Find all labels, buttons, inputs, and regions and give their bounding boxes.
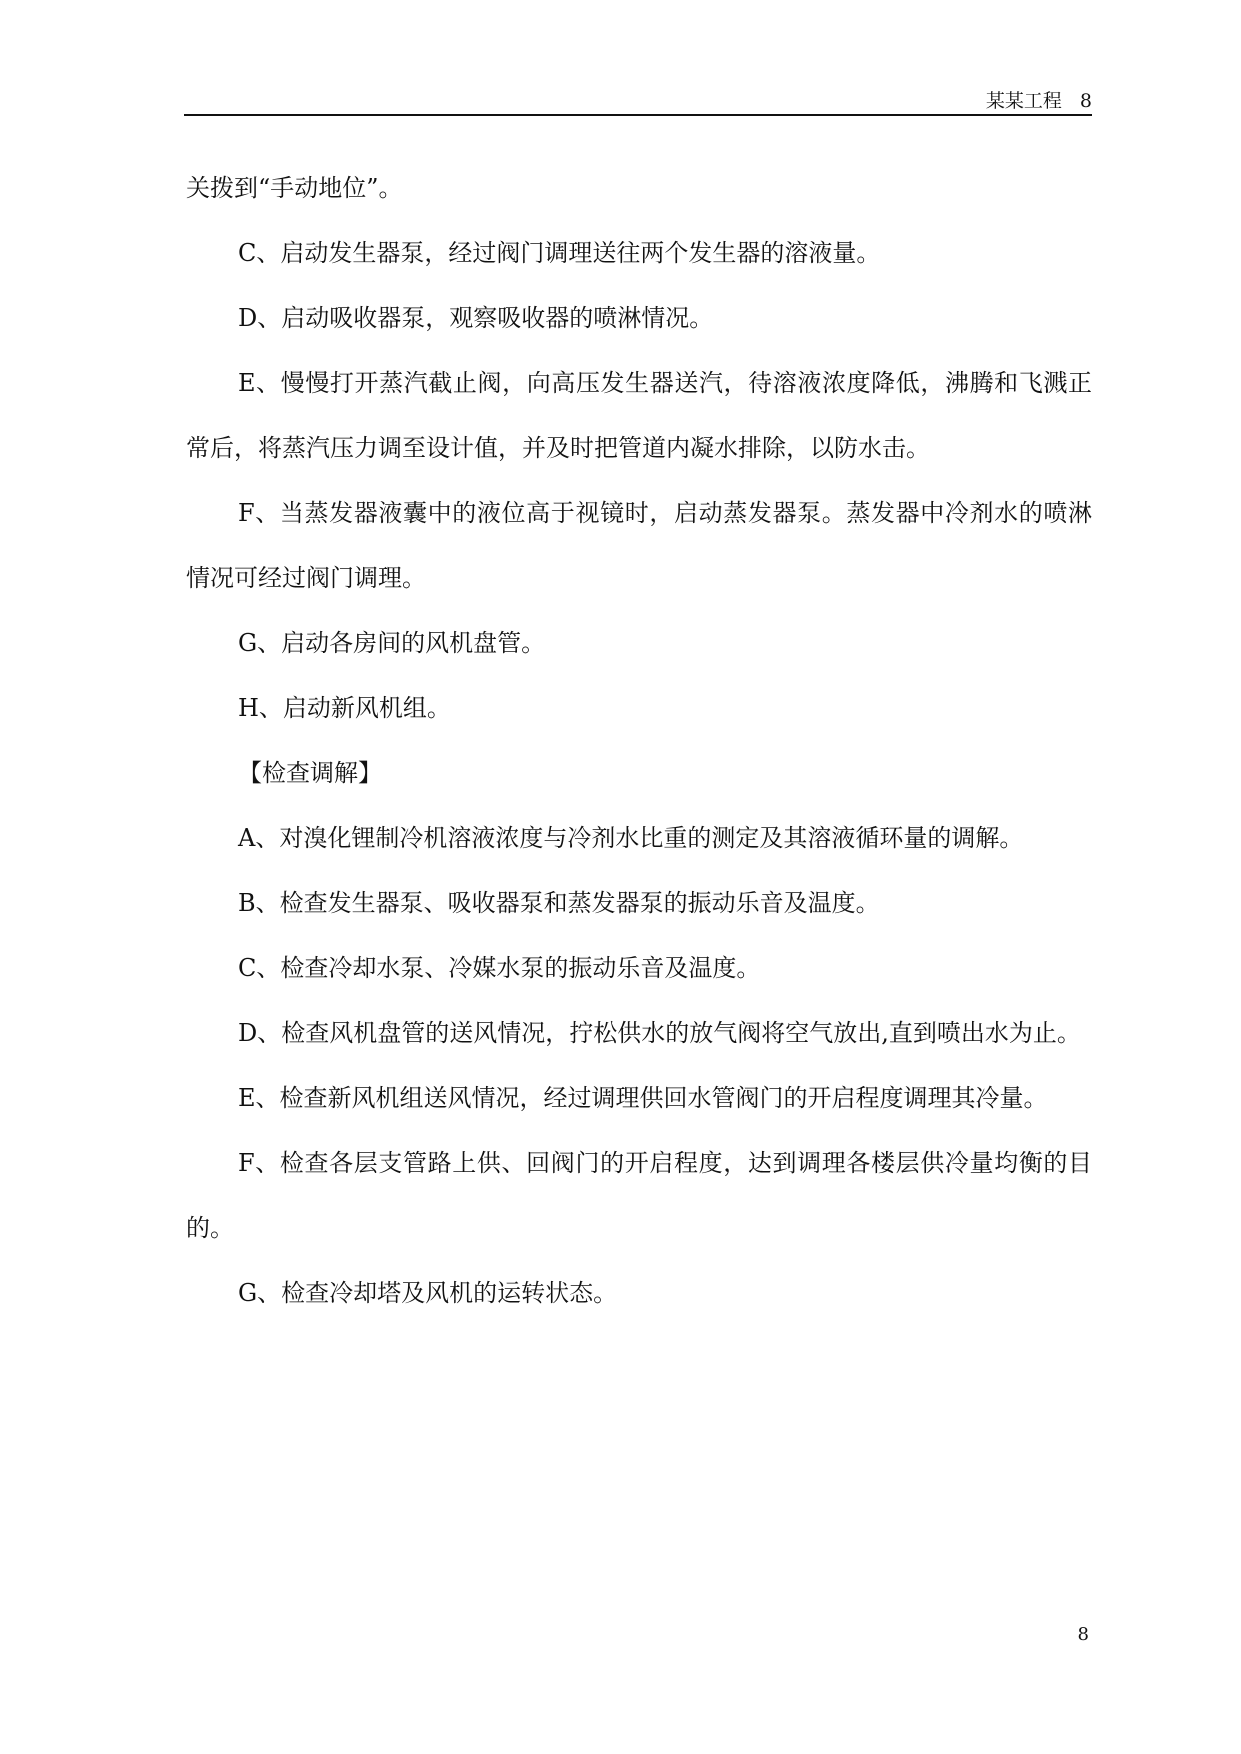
footer-page-number: 8: [1077, 1624, 1089, 1645]
header-title: 某某工程: [985, 90, 1062, 112]
header-divider: [184, 114, 1092, 116]
header-text: [986, 86, 1092, 113]
paragraph: G、启动各房间的风机盘管。: [238, 629, 546, 657]
paragraph: A、对溴化锂制冷机溶液浓度与冷剂水比重的测定及其溶液循环量的调解。: [238, 824, 1024, 852]
paragraph: F、检查各层支管路上供、回阀门的开启程度，达到调理各楼层供冷量均衡的目的。: [186, 1149, 1092, 1242]
paragraph: D、启动吸收器泵，观察吸收器的喷淋情况。: [238, 304, 714, 332]
paragraph: C、启动发生器泵，经过阀门调理送往两个发生器的溶液量。: [238, 239, 881, 267]
document-body: [186, 156, 1092, 1326]
paragraph: F、当蒸发器液囊中的液位高于视镜时，启动蒸发器泵。蒸发器中冷剂水的喷淋情况可经过阀门调理。: [186, 499, 1092, 592]
paragraph: G、检查冷却塔及风机的运转状态。: [238, 1279, 618, 1307]
paragraph: 关拨到“手动地位”。: [186, 174, 403, 202]
paragraph: H、启动新风机组。: [238, 694, 451, 722]
paragraph: C、检查冷却水泵、冷媒水泵的振动乐音及温度。: [238, 954, 761, 982]
paragraph: 【检查调解】: [238, 759, 382, 787]
page-header: [184, 84, 1092, 112]
header-page-number: 8: [1079, 90, 1092, 112]
paragraph: D、检查风机盘管的送风情况，拧松供水的放气阀将空气放出,直到喷出水为止。: [238, 1019, 1081, 1047]
paragraph: B、检查发生器泵、吸收器泵和蒸发器泵的振动乐音及温度。: [238, 889, 880, 917]
paragraph: E、慢慢打开蒸汽截止阀，向高压发生器送汽，待溶液浓度降低，沸腾和飞溅正常后，将蒸汽压力调至设计值，并及时把管道内凝水排除，以防水击。: [186, 369, 1092, 462]
paragraph: E、检查新风机组送风情况，经过调理供回水管阀门的开启程度调理其冷量。: [238, 1084, 1048, 1112]
